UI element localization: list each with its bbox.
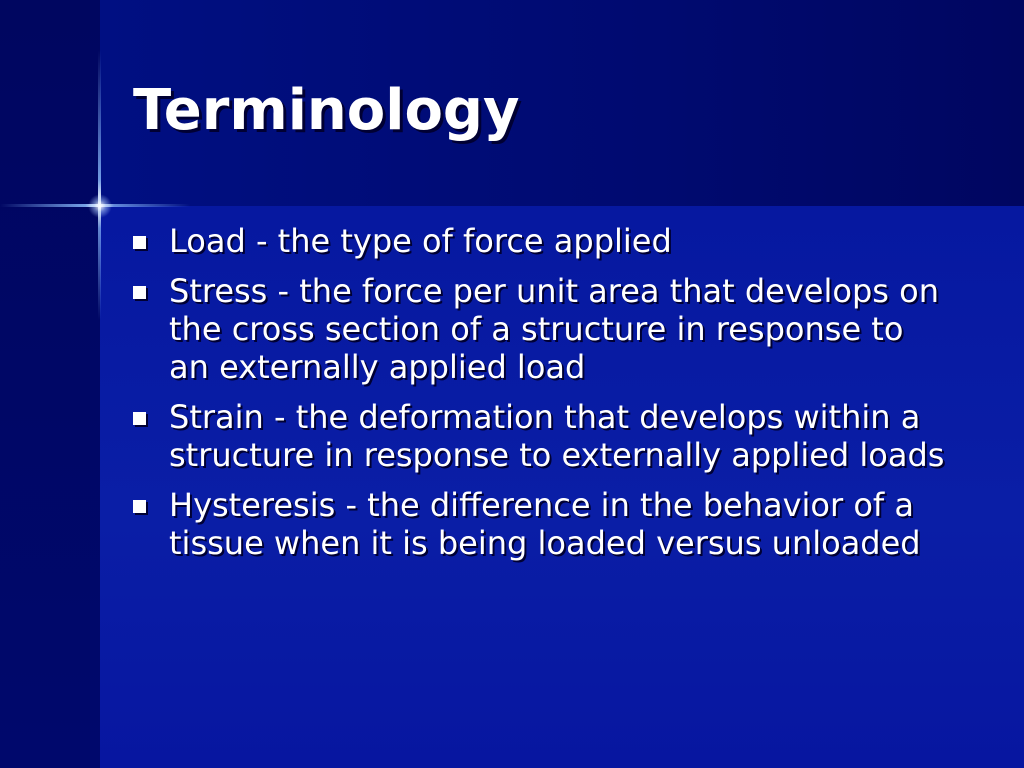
bullet-text: Strain - the deformation that develops within a structure in response to externally applied loads — [169, 398, 945, 474]
bullet-item — [133, 272, 953, 386]
bullet-list — [133, 222, 953, 574]
light-flare-vertical — [98, 50, 101, 320]
bullet-text: Hysteresis - the difference in the behavior of a tissue when it is being loaded versus unloaded — [169, 486, 921, 562]
bullet-item — [133, 222, 953, 260]
square-bullet-icon — [133, 500, 146, 513]
light-flare-star-icon — [88, 194, 112, 218]
bullet-text: Stress - the force per unit area that develops on the cross section of a structure in response to an externally applied load — [169, 272, 939, 386]
left-band-background — [0, 0, 100, 768]
bullet-item — [133, 486, 953, 562]
square-bullet-icon — [133, 236, 146, 249]
bullet-item — [133, 398, 953, 474]
bullet-text: Load - the type of force applied — [169, 222, 672, 260]
square-bullet-icon — [133, 286, 146, 299]
slide-title: Terminology — [133, 78, 520, 143]
square-bullet-icon — [133, 412, 146, 425]
